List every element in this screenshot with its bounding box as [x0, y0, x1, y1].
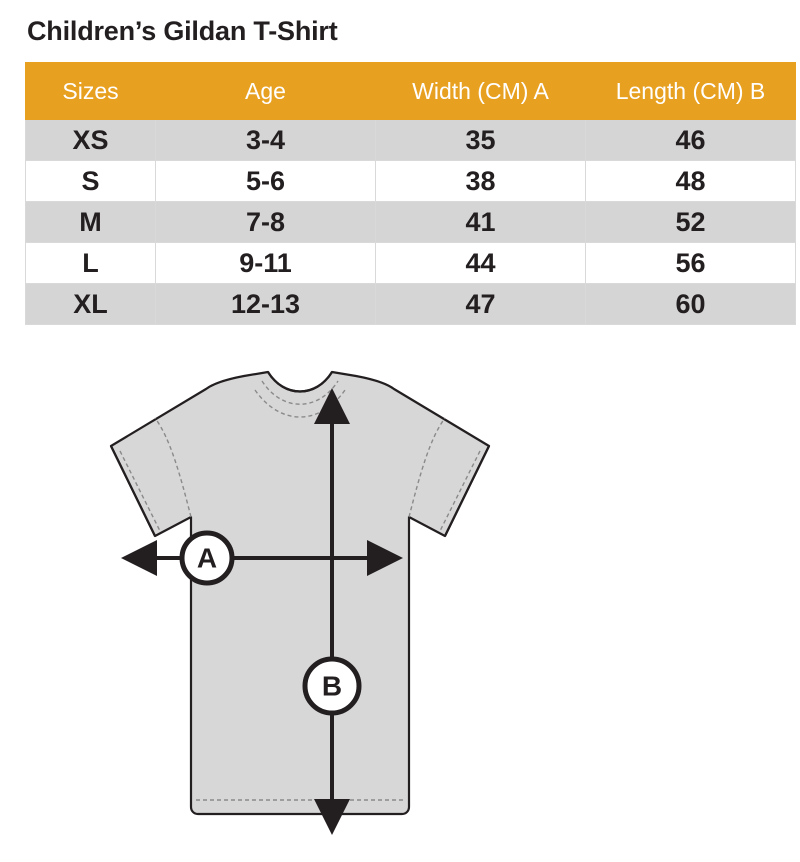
cell-age: 5-6 — [156, 161, 376, 202]
column-header-width: Width (CM) A — [376, 63, 586, 120]
cell-age: 12-13 — [156, 284, 376, 325]
table-body — [26, 120, 796, 325]
cell-age: 7-8 — [156, 202, 376, 243]
length-marker-label: B — [321, 670, 343, 702]
cell-length: 52 — [586, 202, 796, 243]
cell-width: 47 — [376, 284, 586, 325]
table-row — [26, 243, 796, 284]
table-row — [26, 161, 796, 202]
cell-size: S — [26, 161, 156, 202]
cell-size: XS — [26, 120, 156, 161]
tshirt-outline — [111, 372, 489, 814]
cell-size: M — [26, 202, 156, 243]
table-header-row — [26, 63, 796, 120]
cell-length: 60 — [586, 284, 796, 325]
page-title: Children’s Gildan T-Shirt — [27, 16, 338, 46]
cell-age: 3-4 — [156, 120, 376, 161]
table-row — [26, 120, 796, 161]
cell-width: 35 — [376, 120, 586, 161]
cell-length: 46 — [586, 120, 796, 161]
column-header-length: Length (CM) B — [586, 63, 796, 120]
cell-size: L — [26, 243, 156, 284]
cell-width: 41 — [376, 202, 586, 243]
table-header — [26, 63, 796, 120]
cell-length: 48 — [586, 161, 796, 202]
width-marker-label: A — [196, 542, 218, 574]
size-table — [25, 62, 796, 325]
column-header-age: Age — [156, 63, 376, 120]
cell-width: 44 — [376, 243, 586, 284]
cell-length: 56 — [586, 243, 796, 284]
column-header-sizes: Sizes — [26, 63, 156, 120]
tshirt-diagram — [0, 368, 800, 857]
table-row — [26, 284, 796, 325]
table-row — [26, 202, 796, 243]
cell-size: XL — [26, 284, 156, 325]
cell-age: 9-11 — [156, 243, 376, 284]
cell-width: 38 — [376, 161, 586, 202]
